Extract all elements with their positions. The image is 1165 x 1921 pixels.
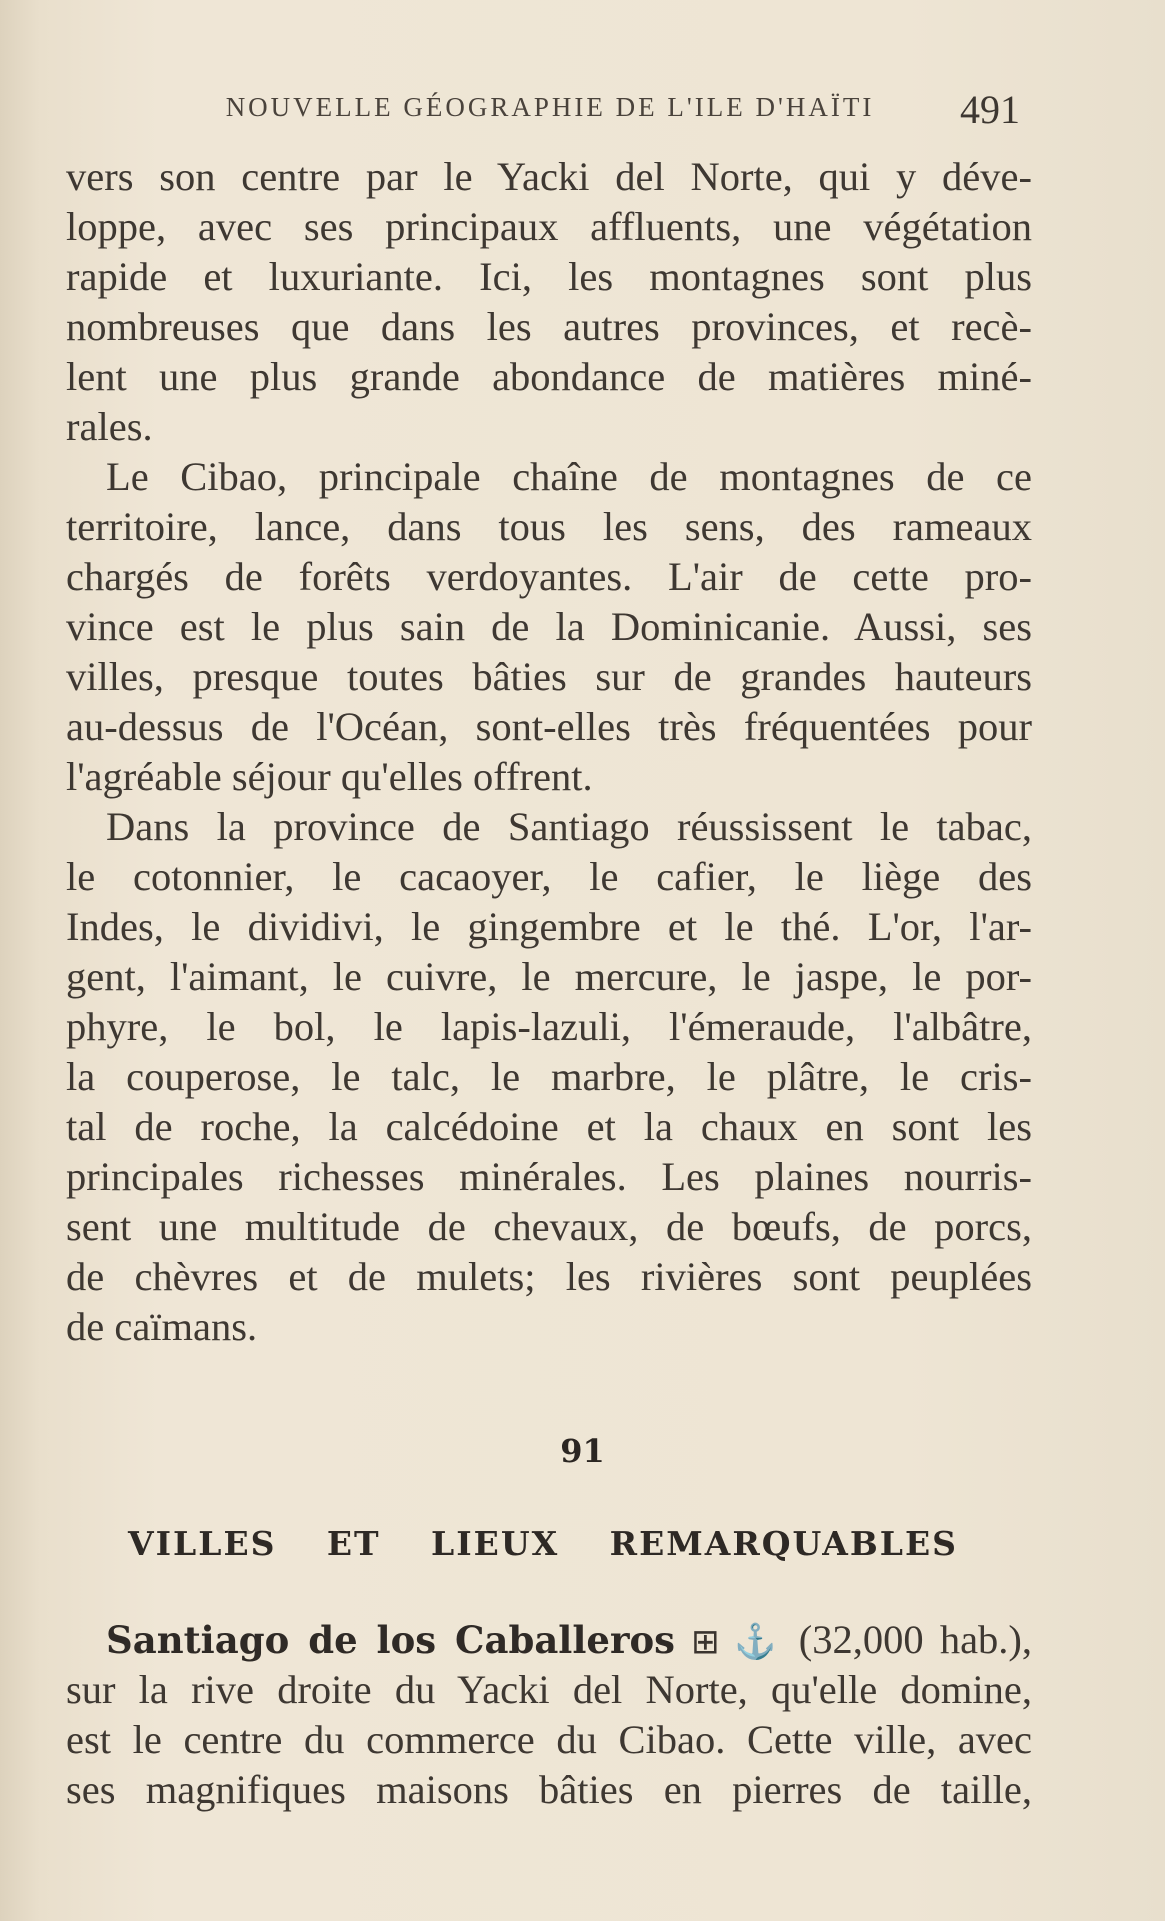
text-line: phyre, le bol, le lapis-lazuli, l'émeraude, l'albâtre, <box>66 1004 1032 1049</box>
paragraph <box>66 152 1032 452</box>
body-text <box>66 152 1032 1352</box>
text-line: la couperose, le talc, le marbre, le plâtre, le cris- <box>66 1054 1032 1099</box>
text-line: principales richesses minérales. Les plaines nourris- <box>66 1154 1032 1199</box>
text-line: rapide et luxuriante. Ici, les montagnes sont plus <box>66 254 1032 299</box>
text-line: sent une multitude de chevaux, de bœufs, de porcs, <box>66 1204 1032 1249</box>
entry <box>66 1614 1032 1814</box>
text-line: chargés de forêts verdoyantes. L'air de cette pro- <box>66 554 1032 599</box>
text-line: de caïmans. <box>66 1304 258 1349</box>
text-line: est le centre du commerce du Cibao. Cette ville, avec <box>66 1717 1032 1762</box>
text-line: loppe, avec ses principaux affluents, une végétation <box>66 204 1032 249</box>
entry-headline <box>66 1614 1032 1664</box>
section-number: 91 <box>560 1432 605 1470</box>
fortified-city-icon: ⊞ ⚓ <box>691 1624 783 1661</box>
paragraph <box>66 802 1032 1352</box>
paragraph <box>66 452 1032 802</box>
text-line: territoire, lance, dans tous les sens, des rameaux <box>66 504 1032 549</box>
section-title: VILLES ET LIEUX REMARQUABLES <box>128 1524 958 1563</box>
text-line: Dans la province de Santiago réussissent le tabac, <box>106 804 1032 849</box>
text-line: gent, l'aimant, le cuivre, le mercure, le jaspe, le por- <box>66 954 1032 999</box>
text-line: de chèvres et de mulets; les rivières sont peuplées <box>66 1254 1032 1299</box>
text-line: rales. <box>66 404 153 449</box>
page-number: 491 <box>960 87 1020 132</box>
text-line: Indes, le dividivi, le gingembre et le thé. L'or, l'ar- <box>66 904 1032 949</box>
text-line: Le Cibao, principale chaîne de montagnes de ce <box>106 454 1032 499</box>
running-head: NOUVELLE GÉOGRAPHIE DE L'ILE D'HAÏTI <box>225 92 875 122</box>
text-line: nombreuses que dans les autres provinces, et recè- <box>66 304 1032 349</box>
text-line: tal de roche, la calcédoine et la chaux en sont les <box>66 1104 1032 1149</box>
text-line: ses magnifiques maisons bâties en pierres de taille, <box>66 1767 1032 1812</box>
text-line: le cotonnier, le cacaoyer, le cafier, le liège des <box>66 854 1032 899</box>
entry-name: Santiago de los Caballeros <box>106 1618 675 1662</box>
text-line: lent une plus grande abondance de matières miné- <box>66 354 1032 399</box>
text-line: vers son centre par le Yacki del Norte, qui y déve- <box>66 154 1032 199</box>
text-line: l'agréable séjour qu'elles offrent. <box>66 754 593 799</box>
text-line: vince est le plus sain de la Dominicanie. Aussi, ses <box>66 604 1032 649</box>
text-line: villes, presque toutes bâties sur de grandes hauteurs <box>66 654 1032 699</box>
text-line: sur la rive droite du Yacki del Norte, qu'elle domine, <box>66 1667 1032 1712</box>
text-line: au-dessus de l'Océan, sont-elles très fréquentées pour <box>66 704 1032 749</box>
entry-population: (32,000 hab.), <box>798 1617 1033 1662</box>
